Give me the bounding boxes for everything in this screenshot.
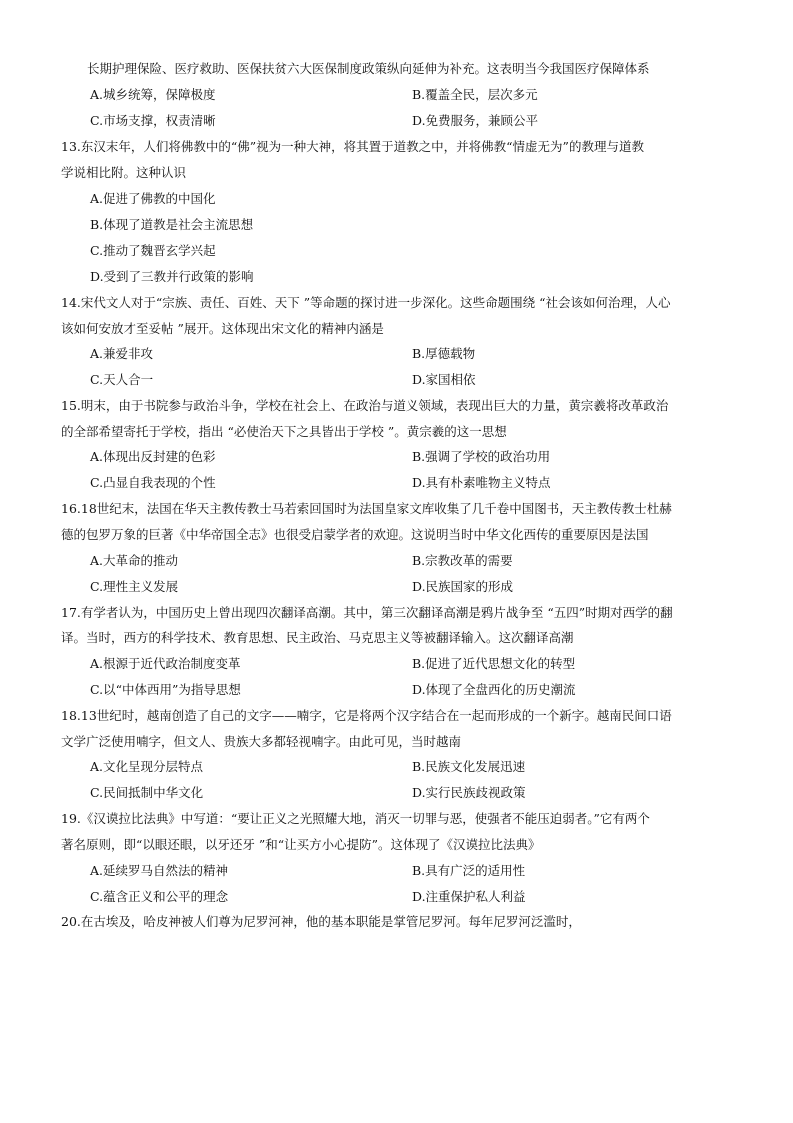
q15-option-c[interactable]: C.凸显自我表现的个性 <box>90 475 216 490</box>
q15-stem-line-2: 的全部希望寄托于学校，指出 “必使治天下之具皆出于学校 ”。黄宗羲的这一思想 <box>61 424 507 439</box>
q19-option-a[interactable]: A.延续罗马自然法的精神 <box>90 863 229 878</box>
q12-option-b[interactable]: B.覆盖全民，层次多元 <box>412 87 538 102</box>
q17-stem-line-1: 17.有学者认为，中国历史上曾出现四次翻译高潮。其中，第三次翻译高潮是鸦片战争至 “五四”时期对西学的翻 <box>61 605 673 620</box>
q16-stem-line-1: 16.18世纪末，法国在华天主教传教士马若索回国时为法国皇家文库收集了几千卷中国图书，天主教传教士杜赫 <box>61 501 672 516</box>
q13-option-a[interactable]: A.促进了佛教的中国化 <box>90 191 216 206</box>
q18-option-b[interactable]: B.民族文化发展迅速 <box>412 759 526 774</box>
q19-option-b[interactable]: B.具有广泛的适用性 <box>412 863 526 878</box>
q12-option-a[interactable]: A.城乡统筹，保障极度 <box>90 87 216 102</box>
q16-stem-line-2: 德的包罗万象的巨著《中华帝国全志》也很受启蒙学者的欢迎。这说明当时中华文化西传的重要原因是法国 <box>61 527 649 542</box>
q17-stem-line-2: 译。当时，西方的科学技术、教育思想、民主政治、马克思主义等被翻译输入。这次翻译高潮 <box>61 630 574 645</box>
q19-stem-line-2: 著名原则，即“以眼还眼，以牙还牙 ”和“让买方小心提防”。这体现了《汉谟拉比法典》 <box>61 837 541 852</box>
q13-stem-line-2: 学说相比附。这种认识 <box>61 165 187 180</box>
q15-option-b[interactable]: B.强调了学校的政治功用 <box>412 449 551 464</box>
q19-option-d[interactable]: D.注重保护私人利益 <box>412 889 526 904</box>
q14-stem-line-1: 14.宋代文人对于“宗族、责任、百姓、天下 ”等命题的探讨进一步深化。这些命题围绕 “社会该如何治理，人心 <box>61 295 671 310</box>
q18-stem-line-1: 18.13世纪时，越南创造了自己的文字——喃字，它是将两个汉字结合在一起而形成的一个新字。越南民间口语 <box>61 708 672 723</box>
q14-option-a[interactable]: A.兼爱非攻 <box>90 346 154 361</box>
q16-option-b[interactable]: B.宗教改革的需要 <box>412 553 513 568</box>
q20-stem-line-1: 20.在古埃及，哈皮神被人们尊为尼罗河神，他的基本职能是掌管尼罗河。每年尼罗河泛滥时， <box>61 914 581 929</box>
q19-stem-line-1: 19.《汉谟拉比法典》中写道：“要让正义之光照耀大地，消灭一切罪与恶，使强者不能压迫弱者。”它有两个 <box>61 811 650 826</box>
q18-option-a[interactable]: A.文化呈现分层特点 <box>90 759 204 774</box>
q17-option-c[interactable]: C.以“中体西用”为指导思想 <box>90 682 241 697</box>
q18-stem-line-2: 文学广泛使用喃字，但文人、贵族大多都轻视喃字。由此可见，当时越南 <box>61 734 462 749</box>
q15-stem-line-1: 15.明末，由于书院参与政治斗争，学校在社会上、在政治与道义领域，表现出巨大的力量，黄宗羲将改革政治 <box>61 398 669 413</box>
q16-option-a[interactable]: A.大革命的推动 <box>90 553 179 568</box>
q14-stem-line-2: 该如何安放才至妥帖 ”展开。这体现出宋文化的精神内涵是 <box>61 321 384 336</box>
q18-option-c[interactable]: C.民间抵制中华文化 <box>90 785 204 800</box>
q13-option-c[interactable]: C.推动了魏晋玄学兴起 <box>90 243 216 258</box>
q13-option-d[interactable]: D.受到了三教并行政策的影响 <box>90 269 254 284</box>
q14-option-d[interactable]: D.家国相依 <box>412 372 476 387</box>
q16-option-d[interactable]: D.民族国家的形成 <box>412 579 514 594</box>
q14-option-b[interactable]: B.厚德载物 <box>412 346 476 361</box>
q13-option-b[interactable]: B.体现了道教是社会主流思想 <box>90 217 254 232</box>
q12-option-d[interactable]: D.免费服务，兼顾公平 <box>412 113 539 128</box>
q12-option-c[interactable]: C.市场支撑，权责清晰 <box>90 113 216 128</box>
q16-option-c[interactable]: C.理性主义发展 <box>90 579 179 594</box>
q14-option-c[interactable]: C.天人合一 <box>90 372 154 387</box>
q17-option-a[interactable]: A.根源于近代政治制度变革 <box>90 656 241 671</box>
q17-option-d[interactable]: D.体现了全盘西化的历史潮流 <box>412 682 576 697</box>
q18-option-d[interactable]: D.实行民族歧视政策 <box>412 785 526 800</box>
q13-stem-line-1: 13.东汉末年，人们将佛教中的“佛”视为一种大神，将其置于道教之中，并将佛教“情虚无为”的教理与道教 <box>61 139 644 154</box>
q12-text-line: 长期护理保险、医疗救助、医保扶贫六大医保制度政策纵向延伸为补充。这表明当今我国医疗保障体系 <box>87 61 650 76</box>
q15-option-a[interactable]: A.体现出反封建的色彩 <box>90 449 216 464</box>
q19-option-c[interactable]: C.蕴含正义和公平的理念 <box>90 889 229 904</box>
q15-option-d[interactable]: D.具有朴素唯物主义特点 <box>412 475 551 490</box>
q17-option-b[interactable]: B.促进了近代思想文化的转型 <box>412 656 576 671</box>
